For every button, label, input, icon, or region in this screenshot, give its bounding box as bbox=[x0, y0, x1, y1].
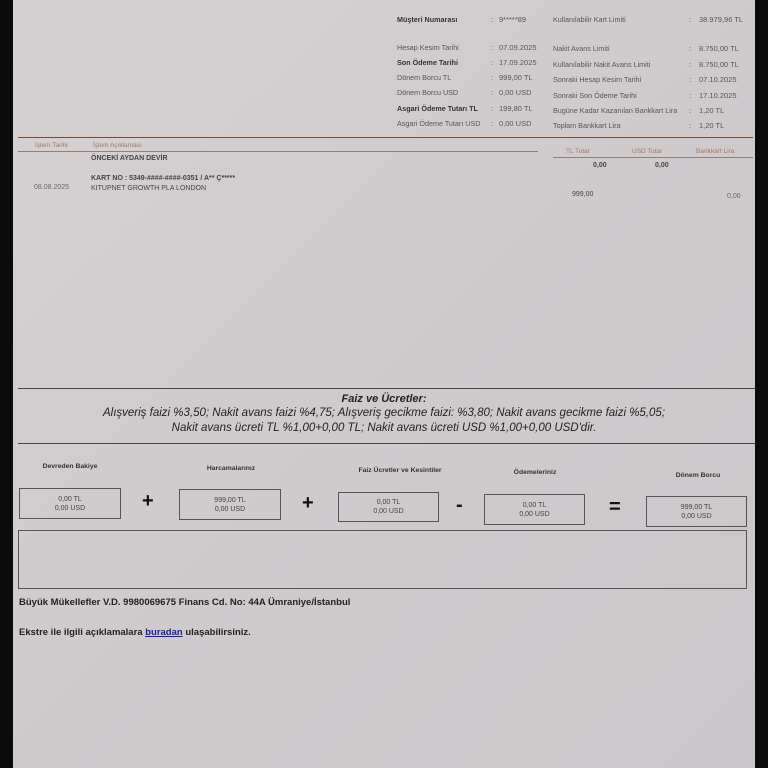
period-debt-tl-value: 999,00 TL bbox=[499, 73, 533, 82]
next-statement-date-value: 07.10.2025 bbox=[699, 75, 737, 84]
period-debt-usd-label: Dönem Borcu USD bbox=[397, 88, 459, 97]
company-info: Büyük Mükellefler V.D. 9980069675 Finans Cd. No: 44A Ümraniye/İstanbul bbox=[19, 597, 351, 608]
fees-bottom-rule bbox=[18, 443, 755, 444]
transaction-tl-amount: 999,00 bbox=[572, 191, 594, 198]
due-date-label: Son Ödeme Tarihi bbox=[397, 58, 458, 67]
plus-operator-1: + bbox=[142, 490, 154, 512]
spending-box bbox=[179, 489, 281, 520]
customer-number-value: 9*****89 bbox=[499, 15, 527, 24]
available-limit-label: Kullanılabilir Kart Limiti bbox=[553, 15, 626, 24]
statement-page bbox=[13, 0, 755, 768]
total-bankkart-lira-label: Toplam Bankkart Lira bbox=[553, 121, 621, 130]
sep: : bbox=[689, 91, 692, 100]
minus-operator: - bbox=[456, 494, 463, 516]
spending-tl: 999,00 TL bbox=[214, 496, 246, 504]
period-debt-usd-value: 0,00 USD bbox=[499, 88, 532, 97]
interest-fees-usd: 0,00 USD bbox=[373, 508, 404, 515]
table-top-rule bbox=[18, 137, 753, 138]
carryover-label: ÖNCEKİ AYDAN DEVİR bbox=[91, 155, 168, 162]
sep: : bbox=[689, 106, 692, 115]
fees-line-1: Alışveriş faizi %3,50; Nakit avans faizi %4,75; Alışveriş gecikme faizi: %3,80; Nakit avans gecikme faizi %5,05; bbox=[102, 407, 666, 419]
sep: : bbox=[689, 121, 692, 130]
carry-balance-label: Devreden Bakiye bbox=[42, 463, 98, 470]
col-header-bankkart-lira: Bankkart Lira bbox=[696, 148, 735, 155]
minimum-payment-usd-value: 0,00 USD bbox=[499, 119, 532, 128]
spending-usd: 0,00 USD bbox=[214, 505, 246, 513]
minimum-payment-usd-label: Asgari Ödeme Tutarı USD bbox=[397, 119, 481, 128]
carryover-tl: 0,00 bbox=[593, 162, 607, 169]
statement-date-label: Hesap Kesim Tarihi bbox=[397, 43, 459, 52]
card-number-line: KART NO : 5349-####-####-0351 / A** Ç***** bbox=[91, 175, 236, 182]
explanation-suffix: ulaşabilirsiniz. bbox=[182, 627, 251, 638]
minimum-payment-tl-label: Asgari Ödeme Tutarı TL bbox=[397, 104, 478, 113]
sep: : bbox=[491, 73, 494, 82]
carry-balance-tl: 0,00 TL bbox=[58, 495, 82, 503]
transaction-bankkart: 0,00 bbox=[727, 193, 741, 200]
explanation-link[interactable]: buradan bbox=[145, 627, 183, 638]
sep: : bbox=[689, 44, 692, 53]
available-cash-advance-label: Kullanılabilir Nakit Avans Limiti bbox=[553, 60, 651, 69]
plus-operator-2: + bbox=[302, 492, 314, 514]
explanation-text bbox=[19, 627, 251, 638]
carry-balance-box bbox=[19, 488, 121, 519]
next-statement-date-label: Sonraki Hesap Kesim Tarihi bbox=[553, 75, 642, 84]
col-header-usd-amount: USD Tutar bbox=[632, 148, 663, 155]
sep: : bbox=[491, 104, 494, 113]
period-debt-label: Dönem Borcu bbox=[675, 472, 721, 479]
next-due-date-value: 17.10.2025 bbox=[699, 91, 737, 100]
minimum-payment-tl-value: 199,80 TL bbox=[499, 104, 533, 113]
sep: : bbox=[689, 60, 692, 69]
transaction-description: KITUPNET GROWTH PLA LONDON bbox=[91, 185, 206, 192]
sep: : bbox=[689, 75, 692, 84]
cash-advance-limit-value: 8.750,00 TL bbox=[699, 44, 739, 53]
sep: : bbox=[491, 88, 494, 97]
period-debt-usd: 0,00 USD bbox=[681, 512, 712, 520]
payments-box bbox=[484, 494, 585, 525]
spending-label: Harcamalarınız bbox=[206, 465, 256, 472]
interest-fees-tl: 0,00 TL bbox=[376, 499, 401, 506]
available-limit-value: 38.979,96 TL bbox=[699, 15, 744, 24]
col-header-tl-amount: TL Tutar bbox=[566, 148, 590, 155]
earned-bankkart-lira-label: Bugüne Kadar Kazanılan Bankkart Lira bbox=[553, 106, 678, 115]
table-header-rule-right bbox=[553, 157, 753, 158]
sep: : bbox=[491, 43, 494, 52]
carry-balance-usd: 0,00 USD bbox=[54, 504, 86, 512]
statement-date-value: 07.09.2025 bbox=[499, 43, 537, 52]
fees-title: Faiz ve Ücretler: bbox=[341, 393, 427, 405]
payments-label: Ödemeleriniz bbox=[513, 469, 557, 476]
period-debt-box bbox=[646, 496, 747, 527]
cash-advance-limit-label: Nakit Avans Limiti bbox=[553, 44, 610, 53]
earned-bankkart-lira-value: 1,20 TL bbox=[699, 106, 725, 115]
transaction-date: 08.08.2025 bbox=[34, 184, 70, 191]
sep: : bbox=[491, 58, 494, 67]
available-cash-advance-value: 8.750,00 TL bbox=[699, 60, 739, 69]
equals-operator: = bbox=[609, 496, 621, 518]
total-bankkart-lira-value: 1,20 TL bbox=[699, 121, 725, 130]
payments-tl: 0,00 TL bbox=[522, 501, 547, 509]
next-due-date-label: Sonraki Son Ödeme Tarihi bbox=[553, 91, 637, 100]
col-header-date: İşlem Tarihi bbox=[35, 142, 68, 149]
carryover-usd: 0,00 bbox=[655, 162, 669, 169]
sep: : bbox=[689, 15, 692, 24]
sep: : bbox=[491, 15, 494, 24]
fees-line-2: Nakit avans ücreti TL %1,00+0,00 TL; Nakit avans ücreti USD %1,00+0,00 USD'dir. bbox=[171, 422, 597, 434]
interest-fees-label: Faiz Ücretler ve Kesintiler bbox=[358, 467, 442, 474]
period-debt-tl-label: Dönem Borcu TL bbox=[397, 73, 452, 82]
payments-usd: 0,00 USD bbox=[519, 510, 550, 518]
period-debt-tl: 999,00 TL bbox=[680, 503, 713, 511]
table-header-rule-left bbox=[18, 151, 538, 152]
sep: : bbox=[491, 119, 494, 128]
col-header-description: İşlem Açıklaması bbox=[93, 142, 142, 149]
due-date-value: 17.09.2025 bbox=[499, 58, 537, 67]
explanation-prefix: Ekstre ile ilgili açıklamalara bbox=[19, 627, 146, 638]
notes-box bbox=[18, 530, 747, 589]
interest-fees-box bbox=[338, 492, 439, 522]
fees-top-rule bbox=[18, 388, 755, 389]
customer-number-label: Müşteri Numarası bbox=[397, 15, 458, 24]
